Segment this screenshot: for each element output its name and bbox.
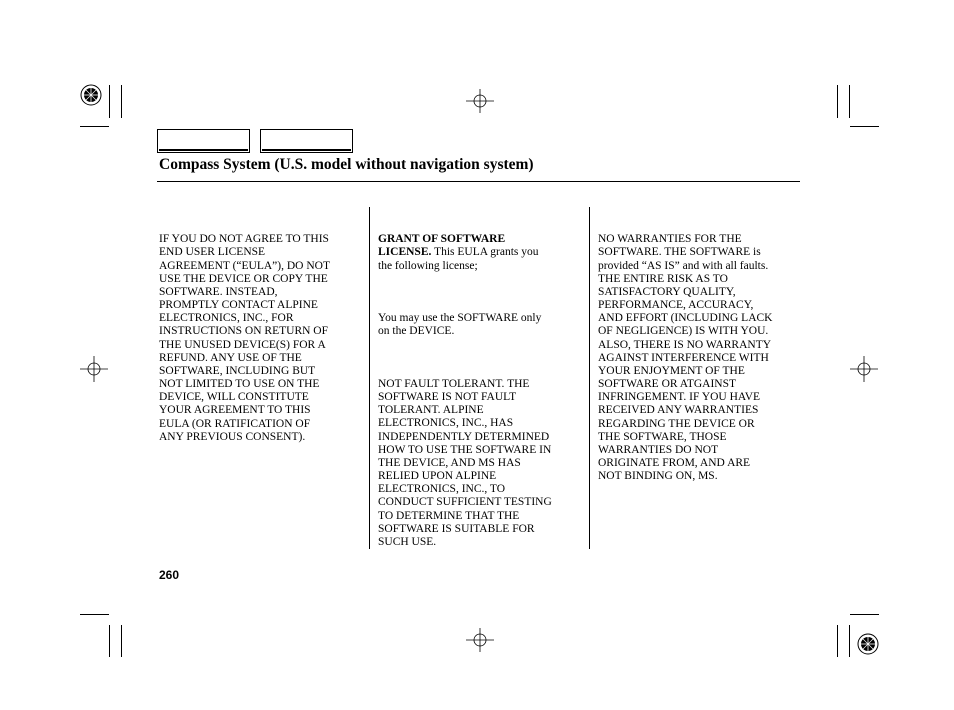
column-divider-1 [369,207,370,549]
header-tab-2[interactable] [260,129,353,153]
column-middle [378,207,583,575]
crop-mark-bottom-right-h [850,614,879,615]
crop-mark-bottom-left-v2 [121,625,122,657]
registration-target-icon [857,633,879,655]
crosshair-left-icon [80,356,108,382]
page-title: Compass System (U.S. model without navigation system) [159,156,534,173]
not-fault-tolerant-paragraph: NOT FAULT TOLERANT. THE SOFTWARE IS NOT FAULT TOLERANT. ALPINE ELECTRONICS, INC., HAS INDEPENDENTLY DETERMINED HOW TO USE THE SOFTWARE IN THE DEVICE, AND MS HAS RELIED UPON ALPINE ELECTRONICS, INC., TO CONDUCT SUFFICIENT TESTING TO DETERMINE THAT THE SOFTWARE IS SUITABLE FOR SUCH USE. [378,378,552,548]
use-on-device-paragraph: You may use the SOFTWARE only on the DEVICE. [378,312,542,338]
crop-mark-top-left-v1 [109,85,110,118]
crop-mark-bottom-left-h [80,614,109,615]
crop-mark-bottom-right-v1 [837,625,838,657]
header-tab-1[interactable] [157,129,250,153]
crop-mark-top-right-v2 [849,85,850,118]
column-left [159,207,364,470]
crop-mark-top-right-h [850,126,879,127]
crosshair-bottom-icon [466,628,494,652]
crop-mark-top-left-v2 [121,85,122,118]
registration-target-icon [80,84,102,106]
crop-mark-top-left-h [80,126,109,127]
grant-license-paragraph [378,233,583,272]
crosshair-right-icon [850,356,878,382]
crop-mark-bottom-left-v1 [109,625,110,657]
grant-license-text: This EULA grants you the following license; [378,246,539,272]
no-warranties-paragraph: NO WARRANTIES FOR THE SOFTWARE. THE SOFTWARE is provided “AS IS” and with all faults. THE ENTIRE RISK AS TO SATISFACTORY QUALITY, PERFORMANCE, ACCURACY, AND EFFORT (INCLUDING LACK OF NEGLIGENCE) IS WITH YOU. ALSO, THERE IS NO WARRANTY AGAINST INTERFERENCE WITH YOUR ENJOYMENT OF THE SOFTWARE OR ATGAINST INFRINGEMENT. IF YOU HAVE RECEIVED ANY WARRANTIES REGARDING THE DEVICE OR THE SOFTWARE, THOSE WARRANTIES DO NOT ORIGINATE FROM, AND ARE NOT BINDING ON, MS. [598,233,773,483]
grant-license-heading: GRANT OF SOFTWARE LICENSE. [378,233,506,259]
crop-mark-bottom-right-v2 [849,625,850,657]
title-rule [157,181,800,182]
crop-mark-top-right-v1 [837,85,838,118]
crosshair-top-icon [466,89,494,113]
page-number: 260 [159,568,180,582]
column-divider-2 [589,207,590,549]
eula-disagreement-paragraph: IF YOU DO NOT AGREE TO THIS END USER LICENSE AGREEMENT (“EULA”), DO NOT USE THE DEVICE OR COPY THE SOFTWARE. INSTEAD, PROMPTLY CONTACT ALPINE ELECTRONICS, INC., FOR INSTRUCTIONS ON RETURN OF THE UNUSED DEVICE(S) FOR A REFUND. ANY USE OF THE SOFTWARE, INCLUDING BUT NOT LIMITED TO USE ON THE DEVICE, WILL CONSTITUTE YOUR AGREEMENT TO THIS EULA (OR RATIFICATION OF ANY PREVIOUS CONSENT). [159,233,330,443]
column-right [598,207,803,510]
